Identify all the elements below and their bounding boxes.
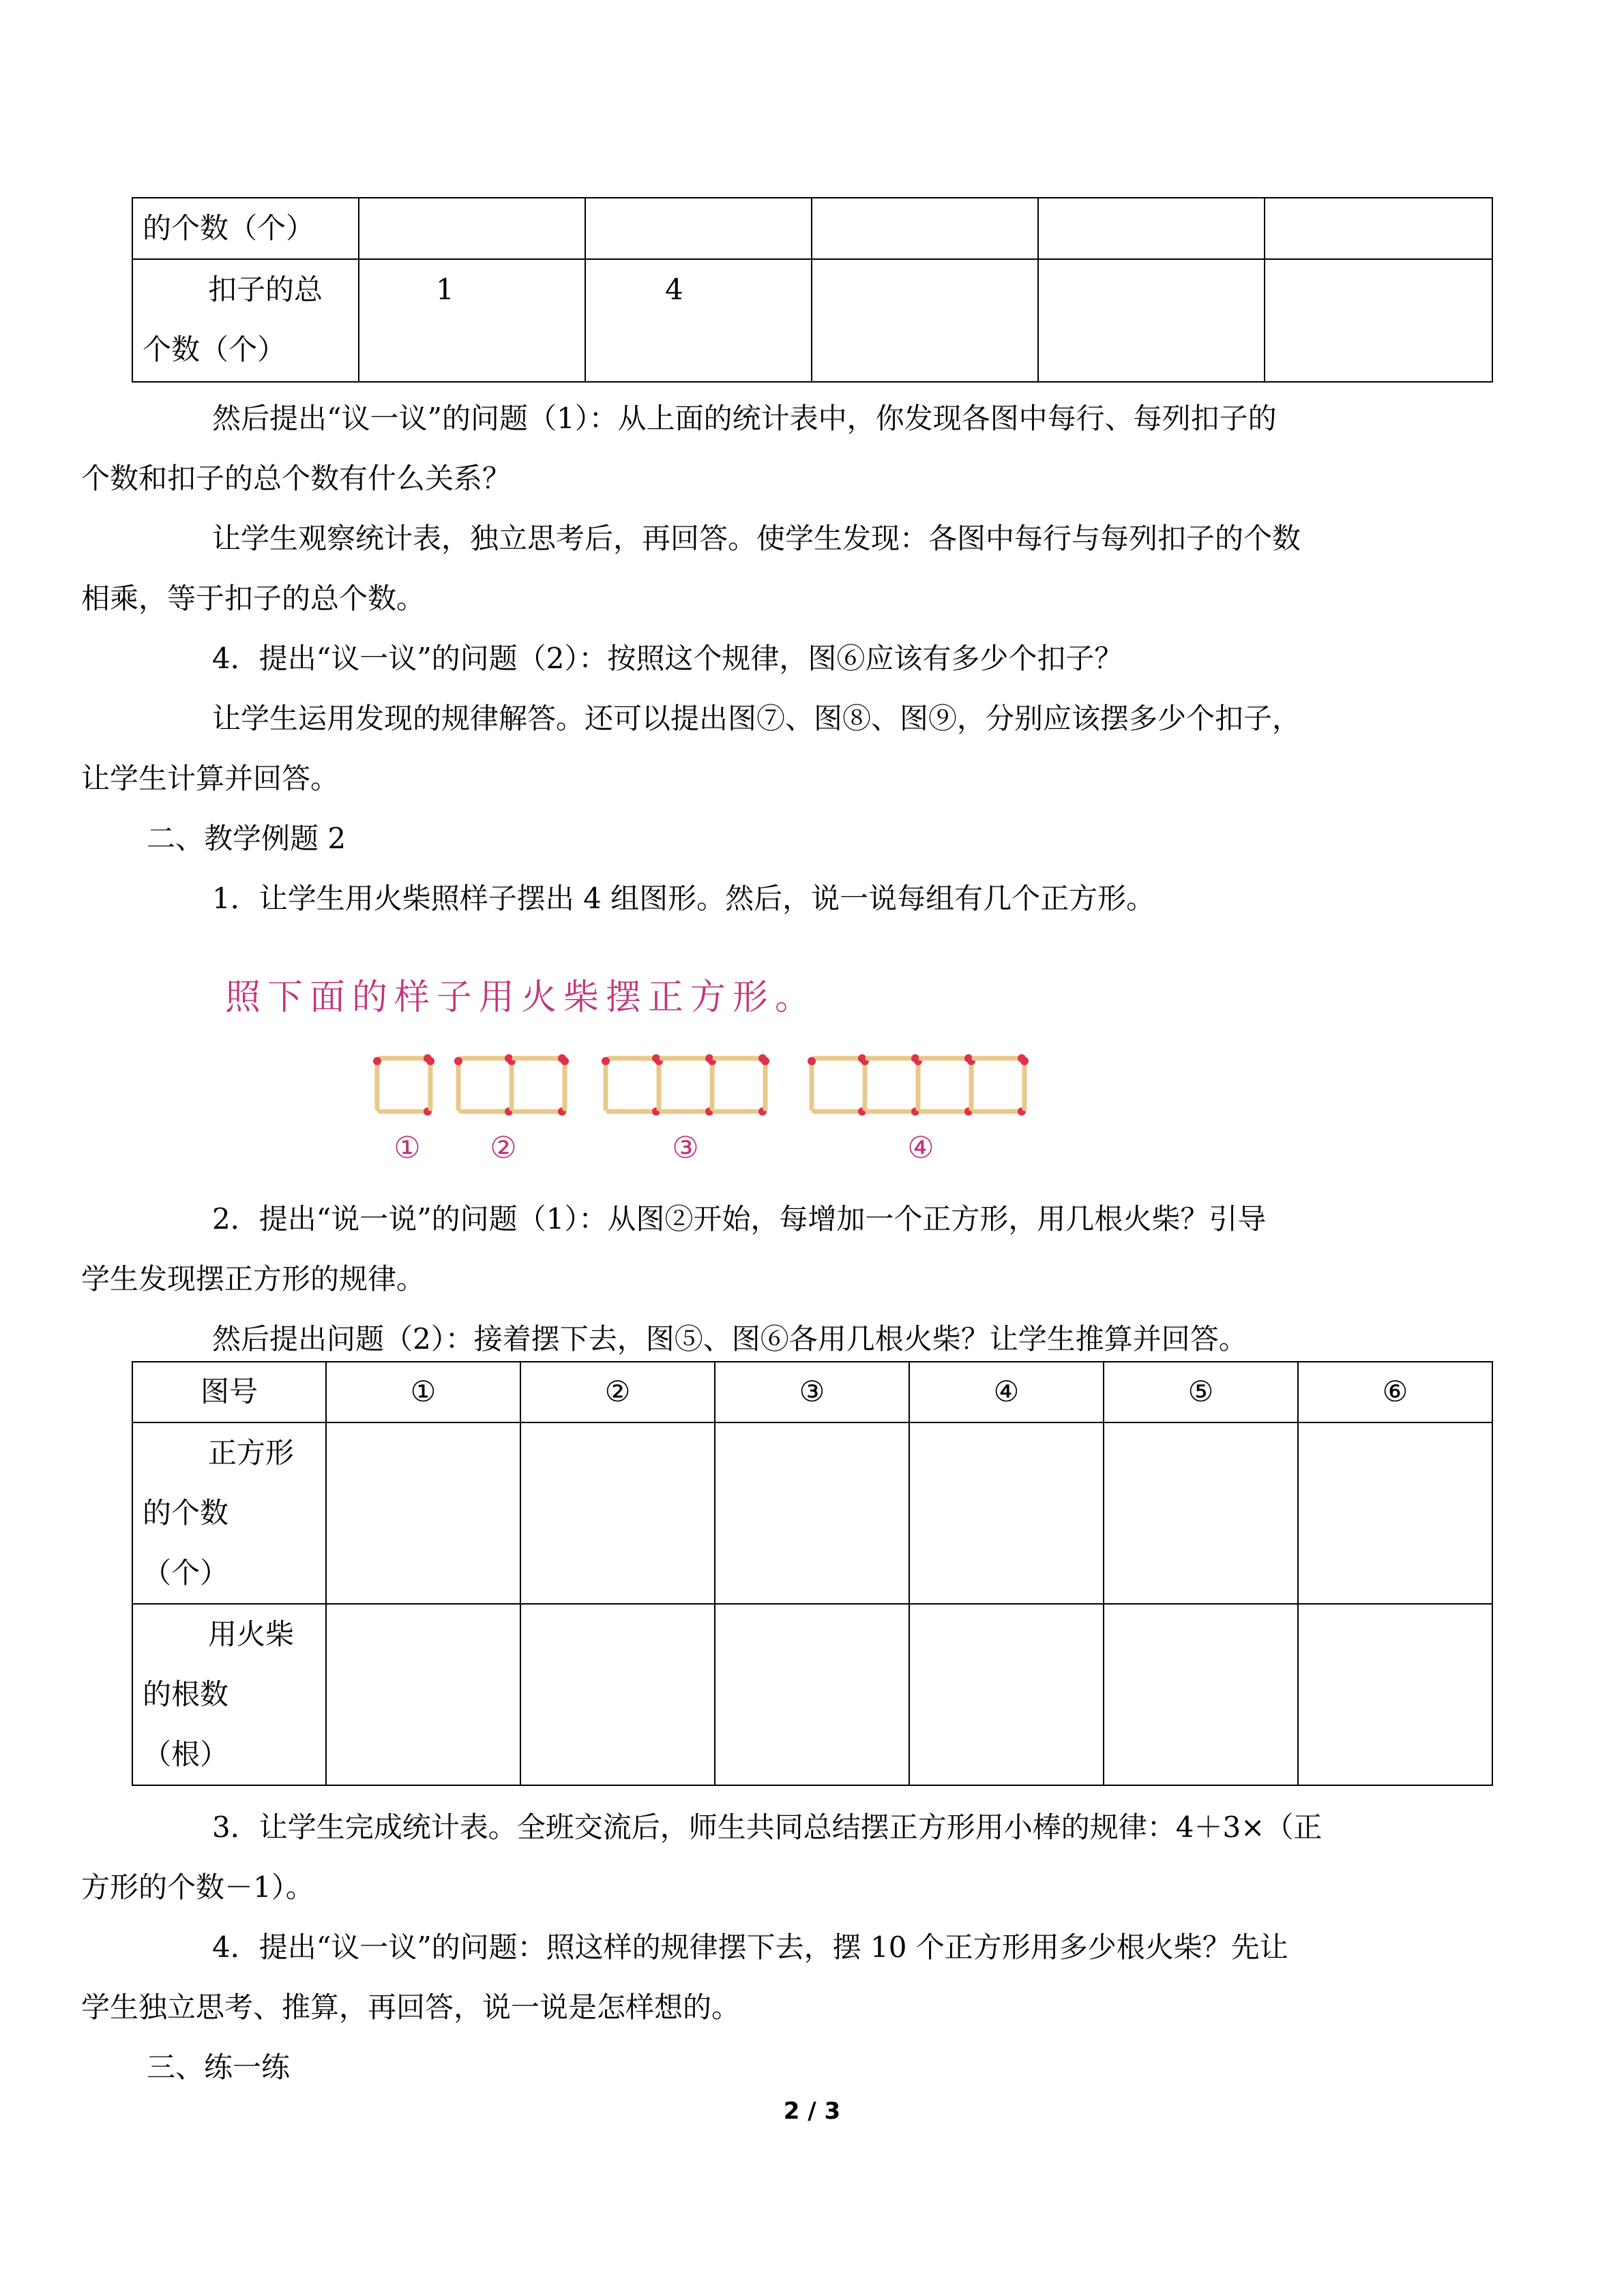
page-number: 2 / 3 [783, 2098, 841, 2125]
paragraph: 1．让学生用火柴照样子摆出 4 组图形。然后，说一说每组有几个正方形。 [212, 882, 1155, 915]
table-row [132, 1604, 1492, 1785]
cell-text: （根） [143, 1738, 229, 1771]
text-line: 学生发现摆正方形的规律。 [81, 1262, 426, 1296]
text-line: 让学生观察统计表，独立思考后，再回答。使学生发现：各图中每行与每列扣子的个数 [212, 522, 1301, 555]
table-cell [585, 198, 812, 259]
table-row [132, 198, 1492, 259]
text-line: 4．提出“议一议”的问题：照这样的规律摆下去，摆 10 个正方形用多少根火柴？先让 [212, 1930, 1288, 1964]
figure-label: ② [490, 1131, 517, 1165]
table-cell [520, 1604, 715, 1785]
table-cell [585, 259, 812, 382]
table-cell [359, 259, 585, 382]
cell-text: ① [410, 1375, 437, 1408]
matchstick-head [761, 1057, 769, 1065]
column-header [132, 1362, 326, 1422]
table-cell [359, 198, 585, 259]
figure-caption: 照下面的样子用火柴摆正方形。 [225, 977, 818, 1018]
paragraph: 然后提出问题（2）：接着摆下去，图⑤、图⑥各用几根火柴？让学生推算并回答。 [212, 1322, 1247, 1356]
cell-text: 个数（个） [143, 333, 286, 366]
text-line: 然后提出“议一议”的问题（1）：从上面的统计表中，你发现各图中每行、每列扣子的 [212, 402, 1277, 435]
cell-text: 的根数 [143, 1678, 229, 1711]
table-cell [909, 1422, 1104, 1604]
row-label-count [132, 198, 359, 259]
matchstick-groups [373, 1054, 1029, 1116]
section-title: 二、教学例题 2 [147, 822, 346, 855]
table-cell [1298, 1422, 1492, 1604]
column-header [715, 1362, 909, 1422]
matchstick-head [454, 1057, 462, 1065]
matchstick-head [808, 1057, 816, 1065]
figure-label: ④ [907, 1131, 934, 1165]
matchstick-head [561, 1057, 569, 1065]
cell-text: 用火柴 [208, 1617, 295, 1651]
table-cell [1038, 259, 1265, 382]
table-cell [909, 1604, 1104, 1785]
text-line: 学生独立思考、推算，再回答，说一说是怎样想的。 [81, 1991, 741, 2024]
paragraph [81, 1189, 1490, 1309]
matchstick-head [602, 1057, 610, 1065]
column-header [326, 1362, 520, 1422]
cell-text: ② [604, 1375, 631, 1408]
cell-text: （个） [143, 1556, 229, 1590]
table-cell [715, 1604, 909, 1785]
table-cell [812, 198, 1038, 259]
paragraph [81, 1798, 1490, 1918]
paragraph [81, 509, 1490, 629]
cell-text: 的个数（个） [143, 211, 315, 245]
table-cell [1038, 198, 1265, 259]
row-label-matches [132, 1604, 326, 1785]
row-label-squares [132, 1422, 326, 1604]
figure-label: ③ [672, 1131, 699, 1165]
column-header [1298, 1362, 1492, 1422]
text-line: 让学生计算并回答。 [81, 762, 340, 795]
table-cell [1104, 1422, 1298, 1604]
matchstick-head [426, 1057, 434, 1065]
cell-text: 4 [665, 273, 683, 306]
cell-text: ⑥ [1382, 1375, 1408, 1408]
paragraph [81, 689, 1490, 809]
text-line: 相乘，等于扣子的总个数。 [81, 582, 426, 615]
matchstick-figure [0, 1043, 1624, 1180]
cell-text: ⑤ [1187, 1375, 1214, 1408]
matchstick-stats-table [132, 1361, 1493, 1786]
table-cell [1265, 259, 1492, 382]
table-cell [1104, 1604, 1298, 1785]
table-cell [715, 1422, 909, 1604]
paragraph [81, 389, 1490, 509]
table-row [132, 259, 1492, 382]
cell-text: 1 [436, 273, 454, 306]
paragraph [81, 1918, 1490, 2038]
table-row [132, 1422, 1492, 1604]
table-cell [326, 1422, 520, 1604]
column-header [520, 1362, 715, 1422]
cell-text: ③ [799, 1375, 825, 1408]
table-cell [520, 1422, 715, 1604]
matchstick-head [373, 1057, 381, 1065]
text-line: 2．提出“说一说”的问题（1）：从图②开始，每增加一个正方形，用几根火柴？引导 [212, 1202, 1267, 1236]
text-line: 方形的个数－1）。 [81, 1870, 314, 1904]
column-header [1104, 1362, 1298, 1422]
cell-text: 的个数 [143, 1496, 229, 1530]
table-cell [1265, 198, 1492, 259]
table-cell [326, 1604, 520, 1785]
button-stats-table [132, 197, 1493, 383]
cell-text: 正方形 [208, 1436, 295, 1470]
cell-text: 图号 [200, 1375, 258, 1408]
matchstick-head [1020, 1057, 1029, 1065]
text-line: 个数和扣子的总个数有什么关系？ [81, 462, 512, 495]
cell-text: ④ [993, 1375, 1020, 1408]
cell-text: 扣子的总 [208, 273, 323, 306]
section-title: 三、练一练 [147, 2051, 291, 2084]
column-header [909, 1362, 1104, 1422]
paragraph: 4．提出“议一议”的问题（2）：按照这个规律，图⑥应该有多少个扣子？ [212, 642, 1123, 675]
table-cell [1298, 1604, 1492, 1785]
row-label-total [132, 259, 359, 382]
table-header-row [132, 1362, 1492, 1422]
table-cell [812, 259, 1038, 382]
text-line: 让学生运用发现的规律解答。还可以提出图⑦、图⑧、图⑨，分别应该摆多少个扣子， [212, 702, 1301, 735]
figure-label: ① [394, 1131, 421, 1165]
text-line: 3．让学生完成统计表。全班交流后，师生共同总结摆正方形用小棒的规律：4＋3×（正 [212, 1810, 1323, 1844]
